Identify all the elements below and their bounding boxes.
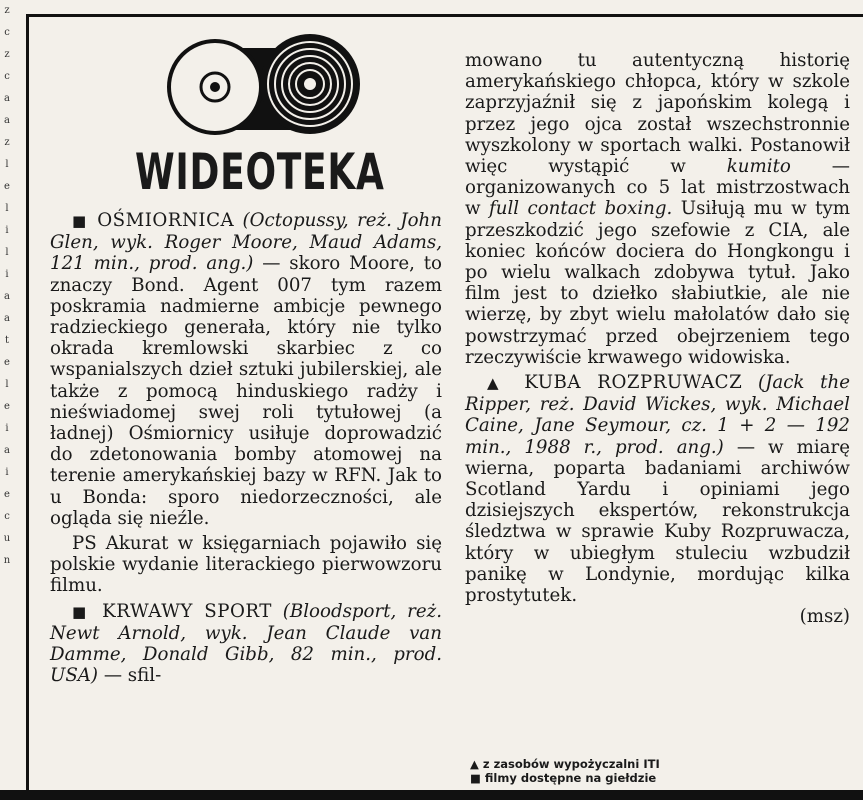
margin-letter: l [5, 203, 9, 214]
frame-bottom-rule [0, 790, 863, 800]
triangle-marker-icon: ▲ [470, 757, 479, 771]
review-body: mowano tu autentyczną historię amerykańskiego chłopca, który w szkole zaprzyjaźnił się z japońskim kolegą i przez jego ojca został wszechstronnie wyszkolony w sportach walki. Postanowił więc wystąpić w [465, 50, 850, 178]
margin-letter: t [4, 335, 10, 346]
margin-letter: e [4, 489, 10, 500]
legend-item-exchange [470, 771, 830, 785]
italic-term: full contact boxing. [489, 198, 673, 220]
film-reel-logo [165, 30, 365, 142]
review-credits: (Octopussy, reż. John Glen, wyk. Roger Moore, Maud Adams, 121 min., prod. ang.) [50, 210, 442, 275]
margin-letter: z [4, 5, 10, 16]
review-body: — w miarę wierna, poparta badaniami archiwów Scotland Yardu i opiniami jego dzisiejszych ekspertów, rekonstrukcja śledztwa w sprawie Kuby Rozpruwacza, który w ubiegłym stuleciu wzbudził panikę w Londynie, mordując kilka prostytutek. [465, 436, 850, 607]
review-title: KRWAWY SPORT [102, 600, 272, 622]
margin-letter: e [4, 401, 10, 412]
margin-letter: z [4, 49, 10, 60]
frame-top-rule [28, 0, 863, 17]
legend [470, 757, 830, 785]
review-body: Usiłują mu w tym przeszkodzić jego szefowie z CIA, ale koniec końców dociera do Hongkongu i po wielu walkach zdobywa tytuł. Jako film jest to dziełko słabiutkie, ale nie wierzę, by zbyt wielu małolatów dało się powstrzymać przed obejrzeniem tego rzeczywiście krwawego widowiska. [465, 198, 850, 368]
legend-text: z zasobów wypożyczalni ITI [482, 757, 660, 771]
author-signature: (msz) [799, 606, 850, 628]
review-octopussy [50, 210, 442, 529]
square-marker-icon: ■ [72, 212, 89, 230]
margin-letter: a [4, 445, 10, 456]
section-title: WIDEOTEKA [135, 143, 385, 201]
margin-letter: i [5, 423, 9, 434]
triangle-marker-icon: ▲ [487, 374, 509, 393]
margin-letter: a [4, 115, 10, 126]
margin-letter: e [4, 357, 10, 368]
margin-letter: a [4, 93, 10, 104]
square-marker-icon: ■ [470, 771, 481, 785]
review-credits: (Jack the Ripper, reż. David Wickes, wyk. Michael Caine, Jane Seymour, cz. 1 + 2 — 192 min., 1988 r., prod. ang.) [465, 372, 850, 458]
column-left [50, 210, 442, 686]
left-margin-cropped-text [0, 0, 14, 800]
margin-letter: a [4, 291, 10, 302]
review-body: — skoro Moore, to znaczy Bond. Agent 007 tym razem poskramia nadmierne ambicje pewnego radzieckiego generała, który nie tylko okrada kremlowski skarbiec z co wspanialszych dzieł sztuki jubilerskiej, ale także z pomocą hinduskiego radży i nieświadomej swej roli tytułowej (a ładnej) Ośmiornicy usiłuje doprowadzić do zdetonowania bomby atomowej na terenie amerykańskiej bazy w RFN. Jak to u Bonda: sporo niedorzeczności, ale ogląda się nieźle. [50, 253, 442, 529]
margin-letter: c [4, 27, 10, 38]
frame-left-rule [26, 14, 29, 790]
margin-letter: l [5, 247, 9, 258]
postscript: PS Akurat w księgarniach pojawiło się polskie wydanie literackiego pierwowzoru filmu. [50, 533, 442, 597]
margin-letter: u [3, 533, 11, 544]
square-marker-icon: ■ [72, 602, 92, 621]
legend-item-iti [470, 757, 830, 771]
review-bloodsport [50, 601, 442, 687]
margin-letter: i [5, 269, 9, 280]
margin-letter: n [3, 555, 11, 566]
margin-letter: e [4, 181, 10, 192]
margin-letter: l [5, 379, 9, 390]
margin-letter: l [5, 159, 9, 170]
review-credits: (Bloodsport, reż. Newt Arnold, wyk. Jean Claude van Damme, Donald Gibb, 82 min., prod. USA) [50, 600, 442, 687]
column-right [465, 50, 850, 627]
margin-letter: i [5, 467, 9, 478]
margin-letter: z [4, 137, 10, 148]
review-body: — sfil- [103, 665, 162, 687]
margin-letter: i [5, 225, 9, 236]
review-title: KUBA ROZPRUWACZ [524, 372, 743, 394]
review-title: OŚMIORNICA [97, 210, 235, 231]
review-bloodsport-continued [465, 50, 850, 368]
review-jack-the-ripper [465, 372, 850, 606]
legend-text: filmy dostępne na giełdzie [484, 771, 657, 785]
review-body: — organizowanych co 5 lat mistrzostwach w [465, 156, 850, 220]
margin-letter: c [4, 511, 10, 522]
margin-letter: c [4, 71, 10, 82]
italic-term: kumito [726, 156, 791, 178]
margin-letter: a [4, 313, 10, 324]
